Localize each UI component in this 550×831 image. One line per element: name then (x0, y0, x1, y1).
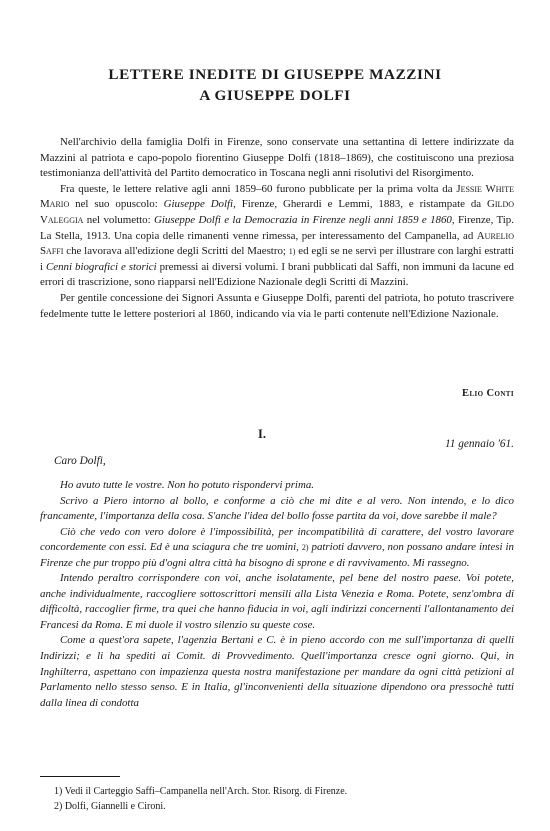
footnote-divider (40, 776, 120, 777)
intro-paragraph: Nell'archivio della famiglia Dolfi in Firenze, sono conservate una settantina di lettere indirizzate da Mazzini al patriota e capo-popolo fiorentino Giuseppe Dolfi (1818–1869), che costituiscono una preziosa testimonianza dell'attività del Partito democratico in Toscana negli anni risolutivi del Risorgimento. (40, 136, 514, 180)
footnote-1: 1) Vedi il Carteggio Saffi–Campanella nell'Arch. Stor. Risorg. di Firenze. (54, 786, 348, 797)
footnote-ref: 2) (301, 543, 309, 553)
person-name: Jessie White Mario (40, 182, 514, 211)
footnote-ref: 1) (288, 247, 296, 257)
letter-paragraph: Come a quest'ora sapete, l'agenzia Bertani e C. è in pieno accordo con me sull'importanza di quelli Indirizzi; e li ha spediti ai Comit. di Provvedimento. Quell'importanza cresce ogni giorno. Qui, in Inghilterra, aspettano con impazienza questa nostra manifestazione per mandare da ogni città petizioni al Parlamento nello stesso senso. E in Italia, gl'inconvenienti della situazione dipendono ora pressochè tutti dalla linea di condotta (40, 634, 514, 709)
book-title: Giuseppe Dolfi (163, 198, 234, 211)
book-title: Cenni biografici e storici (46, 260, 157, 273)
letter-paragraph: Intendo peraltro corrispondere con voi, anche isolatamente, pel bene del nostro paese. Voi potete, anche individualmente, raccogliere sottoscrittori mensili alla Lista Venezia e Roma. Potete, senz'ombra di difficoltà, raccoglier firme, tra quei che hanno fiducia in voi, agli indirizzi concernenti l'allontanamento dei Francesi da Roma. E mi duole il vostro silenzio su queste cose. (40, 572, 514, 631)
article-subtitle: A GIUSEPPE DOLFI (199, 87, 351, 104)
person-name: Aurelio Saffi (40, 229, 514, 258)
editor-introduction (40, 135, 514, 322)
person-name: Gildo Valeggia (40, 198, 515, 226)
letter-paragraph: Ciò che vedo con vero dolore è l'impossibilità, per incompatibilità di carattere, del vostro lavorare concordemente con essi. Ed è una sciagura che tre uomini, 2) patrioti davvero, non possano andare intesi in Firenze che pur troppo più d'ogni altra città ha bisogno di sprone e di ravvivamento. Mi rassegno. (40, 525, 515, 569)
intro-paragraph: Per gentile concessione dei Signori Assunta e Giuseppe Dolfi, parenti del patriota, ho potuto trascrivere fedelmente tutte le lettere posteriori al 1860, indicando via via le parti contenute nell'Edizione Nazionale. (40, 291, 514, 320)
letter-number: I. (258, 427, 266, 441)
letter-salutation: Caro Dolfi, (54, 455, 106, 467)
footnotes (54, 785, 514, 814)
editor-signature: Elio Conti (462, 388, 514, 399)
intro-paragraph: Fra queste, le lettere relative agli anni 1859–60 furono pubblicate per la prima volta da Jessie White Mario nel suo opuscolo: Giuseppe Dolfi, Firenze, Gherardi e Lemmi, 1883, e ristampate da Gildo Valeggia nel volumetto: Giuseppe Dolfi e la Democrazia in Firenze negli anni 1859 e 1860, Firenze, Tip. La Stella, 1913. Una copia delle rimanenti venne rimessa, per interessamento del Campanella, ad Aurelio Saffi che lavorava all'edizione degli Scritti del Maestro; 1) ed egli se ne servì per illustrare con larghi estratti i Cenni biografici e storici premessi ai diversi volumi. I brani pubblicati dal Saffi, non immuni da lacune ed errori di trascrizione, sono riapparsi nell'Edizione Nazionale degli Scritti di Mazzini. (40, 182, 515, 289)
footnote-2: 2) Dolfi, Giannelli e Cironi. (54, 800, 166, 812)
letter-paragraph: Ho avuto tutte le vostre. Non ho potuto rispondervi prima. (60, 479, 314, 491)
letter-paragraph: Scrivo a Piero intorno al bollo, e conforme a ciò che mi dite e al vero. Non intendo, e lo dico francamente, l'importanza della cosa. S'anche l'idea del bollo fosse partita da voi, dove sarebbe il male? (40, 494, 514, 523)
letter-date: 11 gennaio '61. (444, 438, 514, 450)
article-title: LETTERE INEDITE DI GIUSEPPE MAZZINI (108, 66, 442, 83)
book-title: Giuseppe Dolfi e la Democrazia in Firenze negli anni 1859 e 1860 (154, 213, 452, 226)
letter-body (40, 478, 514, 711)
